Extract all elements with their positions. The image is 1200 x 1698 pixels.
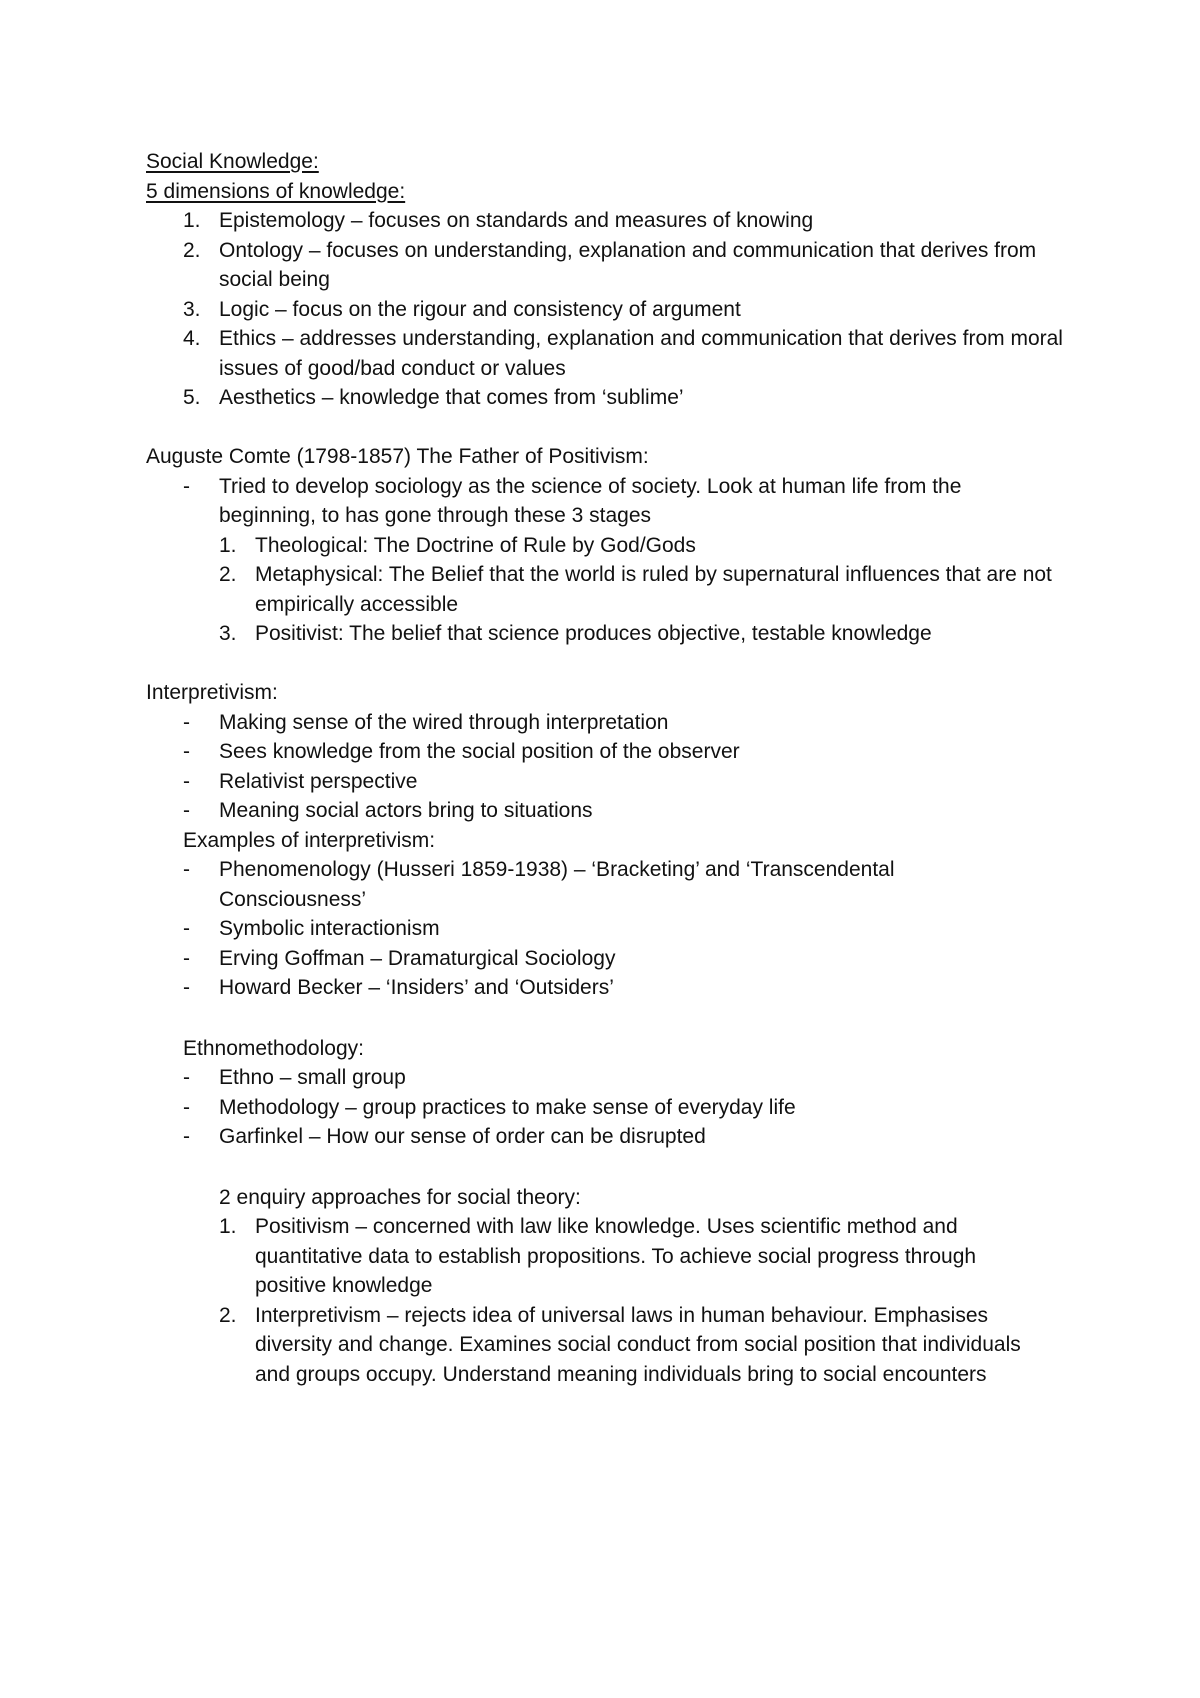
list-number: 2.: [183, 238, 201, 262]
list-item-text: Aesthetics – knowledge that comes from ‘sublime’: [219, 386, 684, 409]
list-item-text: Epistemology – focuses on standards and measures of knowing: [219, 209, 814, 232]
list-item: [146, 1093, 1066, 1123]
section-subtitle-dimensions: 5 dimensions of knowledge:: [146, 179, 406, 203]
list-item-text: Sees knowledge from the social position of the observer: [219, 740, 740, 763]
dash-marker: -: [183, 976, 190, 999]
list-item-text: Phenomenology (Husseri 1859-1938) – ‘Bracketing’ and ‘Transcendental Consciousness’: [219, 858, 895, 911]
list-number: 5.: [183, 386, 201, 409]
dash-marker: -: [183, 917, 190, 940]
list-number: 1.: [219, 1215, 237, 1238]
dash-marker: -: [183, 710, 190, 734]
list-item-text: Relativist perspective: [219, 769, 418, 793]
section-heading-ethnomethodology: Ethnomethodology:: [183, 1036, 364, 1060]
list-item: [146, 383, 1066, 413]
list-item-text: Positivist: The belief that science produces objective, testable knowledge: [255, 622, 932, 645]
dash-marker: -: [183, 1125, 190, 1148]
dash-marker: -: [183, 946, 190, 970]
list-item-text: Tried to develop sociology as the science of society. Look at human life from the beginning, to has gone through these 3 stages: [219, 474, 962, 527]
list-item-text: Ethics – addresses understanding, explanation and communication that derives from moral issues of good/bad conduct or values: [219, 327, 1063, 380]
list-item-text: Theological: The Doctrine of Rule by God/Gods: [255, 533, 696, 557]
list-item: [146, 767, 1066, 797]
dash-marker: -: [183, 1095, 190, 1119]
list-item-text: Metaphysical: The Belief that the world is ruled by supernatural influences that are not empirically accessible: [255, 563, 1052, 616]
examples-heading: Examples of interpretivism:: [183, 828, 436, 852]
document-body: [146, 147, 1066, 1389]
section-heading-enquiry-approaches: 2 enquiry approaches for social theory:: [219, 1185, 581, 1209]
list-item-text: Meaning social actors bring to situations: [219, 799, 593, 822]
section-heading-comte: Auguste Comte (1798-1857) The Father of Positivism:: [146, 445, 649, 468]
list-item: [146, 914, 1066, 944]
list-item: [146, 472, 1066, 531]
list-item: [146, 236, 1066, 295]
list-item: [146, 324, 1066, 383]
list-item-text: Positivism – concerned with law like knowledge. Uses scientific method and quantitative data to establish propositions. To achieve social progress through positive knowledge: [255, 1215, 977, 1297]
blank-line: [146, 413, 1066, 443]
list-item: [146, 1212, 1066, 1301]
dash-marker: -: [183, 769, 190, 793]
list-item: [146, 560, 1066, 619]
list-item-text: Howard Becker – ‘Insiders’ and ‘Outsiders’: [219, 976, 614, 999]
list-item-text: Erving Goffman – Dramaturgical Sociology: [219, 946, 616, 970]
list-item: [146, 708, 1066, 738]
list-item-text: Methodology – group practices to make sense of everyday life: [219, 1095, 796, 1119]
list-item: [146, 531, 1066, 561]
list-item: [146, 796, 1066, 826]
list-number: 1.: [219, 533, 237, 557]
list-item: [146, 1063, 1066, 1093]
dash-marker: -: [183, 740, 190, 763]
dash-marker: -: [183, 858, 190, 881]
list-item: [146, 295, 1066, 325]
list-item-text: Garfinkel – How our sense of order can be disrupted: [219, 1125, 706, 1148]
dash-marker: -: [183, 799, 190, 822]
list-item-text: Making sense of the wired through interpretation: [219, 710, 669, 734]
list-number: 1.: [183, 209, 201, 232]
list-number: 3.: [219, 622, 237, 645]
list-number: 2.: [219, 1303, 237, 1327]
list-item: [146, 619, 1066, 649]
list-item: [146, 206, 1066, 236]
list-item: [146, 737, 1066, 767]
section-title-social-knowledge: Social Knowledge:: [146, 150, 319, 173]
list-item-text: Symbolic interactionism: [219, 917, 440, 940]
list-item: [146, 855, 1066, 914]
list-item: [146, 1301, 1066, 1390]
list-item-text: Ontology – focuses on understanding, explanation and communication that derives from social being: [219, 238, 1037, 291]
dash-marker: -: [183, 474, 190, 498]
list-item: [146, 944, 1066, 974]
list-item-text: Ethno – small group: [219, 1066, 406, 1089]
list-number: 3.: [183, 297, 201, 321]
blank-line: [146, 1152, 1066, 1183]
list-number: 2.: [219, 563, 237, 586]
list-item-text: Logic – focus on the rigour and consistency of argument: [219, 297, 741, 321]
list-item: [146, 973, 1066, 1003]
list-number: 4.: [183, 327, 201, 350]
list-item-text: Interpretivism – rejects idea of universal laws in human behaviour. Emphasises diversity and change. Examines social conduct from social position that individuals and groups occupy. Understand meaning individuals bring to social encounters: [255, 1303, 1021, 1386]
blank-line: [146, 1003, 1066, 1034]
list-item: [146, 1122, 1066, 1152]
blank-line: [146, 649, 1066, 679]
dash-marker: -: [183, 1066, 190, 1089]
section-heading-interpretivism: Interpretivism:: [146, 681, 278, 704]
